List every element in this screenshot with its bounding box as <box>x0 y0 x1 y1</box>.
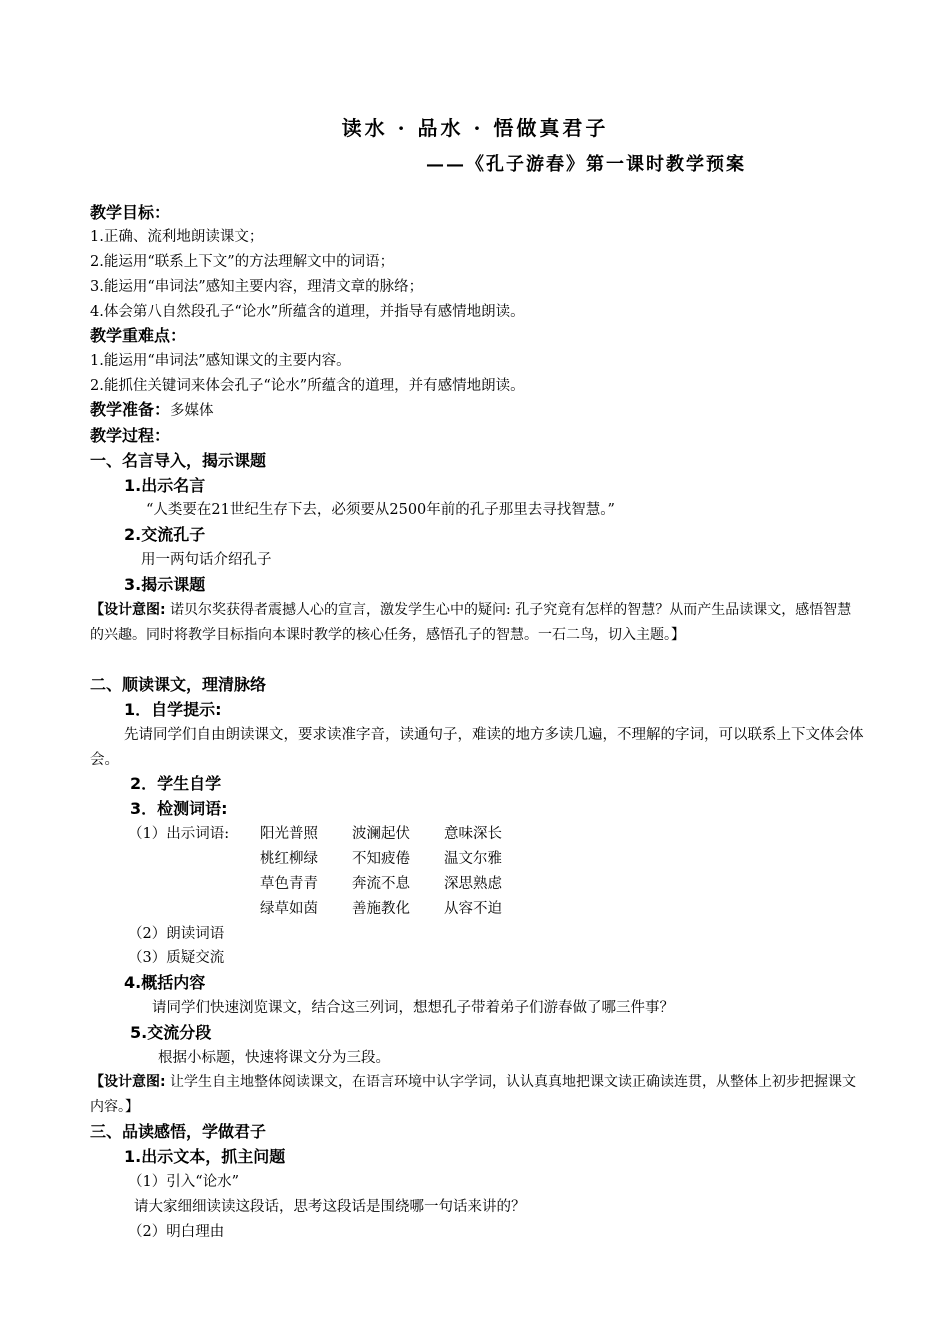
word-item: 绿草如茵 <box>260 901 318 917</box>
key-point-item: 1.能运用“串词法”感知课文的主要内容。 <box>90 353 351 369</box>
word-item: 阳光普照 <box>260 826 318 842</box>
word-item: 奔流不息 <box>352 876 410 892</box>
design-intent-label: 【设计意图: <box>90 602 166 618</box>
process-heading: 教学过程： <box>90 426 171 445</box>
section-2-step-1-text: 先请同学们自由朗读课文，要求读准字音，读通句子，难读的地方多读几遍，不理解的字词，可以联系上下文体会体会。 <box>90 727 864 768</box>
section-2-step-1: 1．自学提示: <box>124 700 222 719</box>
section-1-design-intent <box>90 598 860 648</box>
discuss: （3）质疑交流 <box>128 950 225 966</box>
word-item: 温文尔雅 <box>444 851 502 867</box>
design-intent-text: 诺贝尔奖获得者震撼人心的宣言，激发学生心中的疑问: 孔子究竟有怎样的智慧？从而产生品读课文，感悟智慧的兴趣。同时将教学目标指向本课时教学的核心任务，感悟孔子的智慧。一石二鸟，切入主题。】 <box>90 602 852 643</box>
word-grid <box>260 822 536 922</box>
section-1-step-2-text: 用一两句话介绍孔子 <box>141 552 272 568</box>
section-2-step-4-text: 请同学们快速浏览课文，结合这三列词，想想孔子带着弟子们游春做了哪三件事？ <box>152 1000 674 1016</box>
section-3-step-1: 1.出示文本，抓主问题 <box>124 1147 286 1166</box>
section-1-heading: 一、名言导入，揭示课题 <box>90 451 267 470</box>
word-item: 桃红柳绿 <box>260 851 318 867</box>
word-row <box>260 872 536 897</box>
section-1-quote: “人类要在21世纪生存下去，必须要从2500年前的孔子那里去寻找智慧。” <box>146 502 615 518</box>
preparation-line <box>90 399 214 421</box>
section-3-point-1: （1）引入“论水” <box>128 1174 240 1190</box>
objective-item: 2.能运用“联系上下文”的方法理解文中的词语； <box>90 254 395 270</box>
section-2-step-3: 3．检测词语: <box>130 799 228 818</box>
word-item: 波澜起伏 <box>352 826 410 842</box>
preparation-value: 多媒体 <box>170 403 214 419</box>
words-label: （1）出示词语: <box>128 826 230 842</box>
design-intent-label: 【设计意图: <box>90 1074 166 1090</box>
objectives-heading: 教学目标： <box>90 203 171 222</box>
section-3-point-2: （2）明白理由 <box>128 1224 225 1240</box>
word-item: 草色青青 <box>260 876 318 892</box>
key-point-item: 2.能抓住关键词来体会孔子“论水”所蕴含的道理，并有感情地朗读。 <box>90 378 525 394</box>
section-1-step-2: 2.交流孔子 <box>124 525 206 544</box>
word-row <box>260 897 536 922</box>
word-item: 意味深长 <box>444 826 502 842</box>
word-item: 深思熟虑 <box>444 876 502 892</box>
section-2-step-5: 5.交流分段 <box>130 1023 212 1042</box>
section-2-step-5-text: 根据小标题，快速将课文分为三段。 <box>158 1050 390 1066</box>
key-points-heading: 教学重难点： <box>90 326 187 345</box>
objective-item: 4.体会第八自然段孔子“论水”所蕴含的道理，并指导有感情地朗读。 <box>90 304 525 320</box>
read-words: （2）朗读词语 <box>128 926 225 942</box>
section-3-heading: 三、品读感悟，学做君子 <box>90 1122 267 1141</box>
word-item: 不知疲倦 <box>352 851 410 867</box>
word-row <box>260 822 536 847</box>
section-2-step-4: 4.概括内容 <box>124 973 206 992</box>
document-subtitle: ——《孔子游春》第一课时教学预案 <box>426 154 746 175</box>
word-row <box>260 847 536 872</box>
design-intent-text: 让学生自主地整体阅读课文，在语言环境中认字学词，认认真真地把课文读正确读连贯，从整体上初步把握课文内容。】 <box>90 1074 857 1115</box>
section-2-design-intent <box>90 1070 860 1120</box>
section-2-step-2: 2．学生自学 <box>130 774 222 793</box>
word-item: 从容不迫 <box>444 901 502 917</box>
section-1-step-1: 1.出示名言 <box>124 476 206 495</box>
objective-item: 1.正确、流利地朗读课文； <box>90 229 264 245</box>
section-1-step-3: 3.揭示课题 <box>124 575 206 594</box>
section-2-heading: 二、顺读课文，理清脉络 <box>90 675 267 694</box>
section-3-point-1-text: 请大家细细读读这段话，思考这段话是围绕哪一句话来讲的？ <box>134 1199 526 1215</box>
objective-item: 3.能运用“串词法”感知主要内容，理清文章的脉络； <box>90 279 424 295</box>
word-item: 善施教化 <box>352 901 410 917</box>
document-title: 读水 · 品水 · 悟做真君子 <box>341 116 609 140</box>
preparation-heading: 教学准备： <box>90 400 171 419</box>
